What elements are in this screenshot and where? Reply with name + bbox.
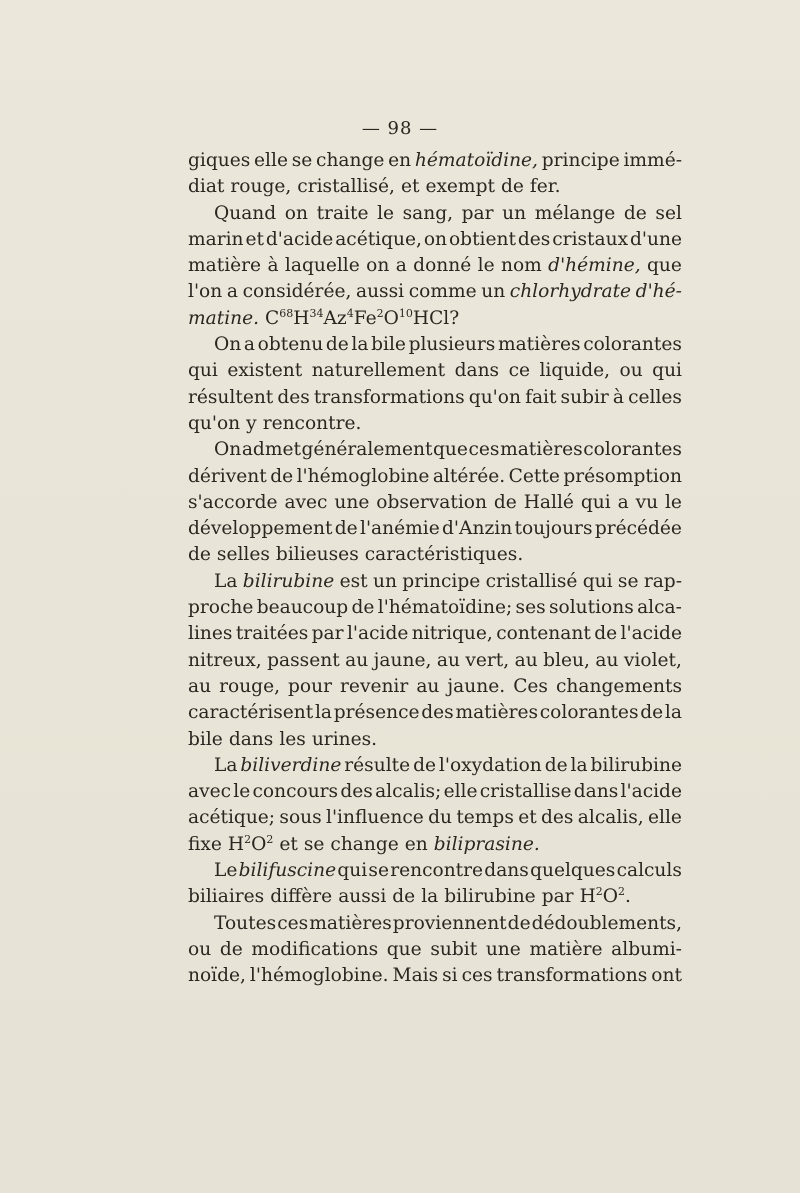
text-line [188,332,682,358]
text-line [188,621,682,647]
word: d'une [630,228,682,250]
word: de [640,702,664,724]
word: qui [337,860,368,882]
word: considérée, [242,281,352,303]
text-line [188,911,682,937]
word: rencontre [390,860,484,882]
word: pour [288,675,332,697]
word: par [461,202,494,224]
word: et [245,228,264,250]
word: passent [267,649,340,671]
text-line [188,595,682,621]
word: a [617,491,629,513]
text-line [188,279,682,305]
word: matière [529,938,603,960]
word: colorantes [583,439,682,461]
word: lines [188,623,233,645]
word: alcalis; [375,781,442,803]
word: exempt [425,176,495,198]
word: albumi- [611,938,682,960]
word: résultent [188,386,274,408]
word: toujours [514,518,593,540]
word: elle [254,150,288,171]
word: matière [188,255,262,277]
word: colorantes [583,334,682,356]
word: qui [580,491,611,513]
word: dérivent [188,465,267,487]
word: donné [413,255,472,277]
word: au [416,675,440,697]
word: de [623,202,647,224]
word: colorantes [539,702,639,724]
word: se [291,150,313,171]
text-line [188,674,682,700]
word: développement [188,518,333,540]
word: de [392,886,416,908]
word: de [413,754,436,776]
word: de [507,912,531,934]
word: d'acide [265,228,334,250]
word: se [368,860,389,882]
word: proche [188,597,254,619]
word: quelques [530,860,616,882]
word: au [514,649,538,671]
word: Le [214,860,238,882]
word: bilirubine [444,886,536,908]
word: dans [573,781,619,803]
word: proviennent [392,912,507,934]
word: une [485,938,521,960]
word: sous [279,807,322,829]
text-line [188,700,682,726]
word: que [433,439,468,461]
word: a [243,334,255,356]
word: admet [241,439,301,461]
word: chlorhydrate [509,281,632,303]
word: dédoublements, [531,912,682,934]
word: au [345,649,369,671]
word: l'hémoglobine [296,465,430,487]
word: des [541,807,574,829]
text-line [188,963,682,989]
word: cristallisé, [297,176,395,198]
word: a [226,281,238,303]
word: transformations [313,386,465,408]
text-line [188,937,682,963]
word: rouge, [230,176,292,198]
word: dans [228,728,274,750]
word: principe [541,150,620,171]
word: cristallise [479,781,572,803]
word: contenant [496,623,591,645]
word: de [219,938,243,960]
word: observation [376,491,487,513]
word: s'accorde [188,491,278,513]
word: modifications [251,938,379,960]
word: le [377,202,395,224]
word: noïde, [188,965,246,987]
word: liquide, [539,360,611,382]
word: $H^2O^2$ [227,832,274,855]
word: calculs [616,860,682,882]
word: est [339,570,368,592]
text-line [188,201,682,227]
word: de [500,176,524,198]
word: diat [188,176,225,198]
word: bleu, [543,649,590,671]
word: le [664,491,682,513]
word: laquelle [284,255,360,277]
text-line [188,174,682,200]
word: acétique; [188,807,276,829]
word: résulte [344,754,411,776]
word: matières [309,912,392,934]
word: sang, [402,202,454,224]
word: nitreux, [188,649,262,671]
word: jaune, [373,649,432,671]
word: dans [484,860,529,882]
text-line [188,148,682,174]
word: change [316,150,385,171]
text-line [188,884,682,910]
word: un [372,570,397,592]
word: avec [188,781,232,803]
word: a [395,255,407,277]
word: d'Anzin [442,518,513,540]
word: que [386,938,422,960]
word: caractéristiques. [364,544,524,566]
word: alcalis, [577,807,644,829]
text-line [188,306,682,332]
word: violet, [623,649,682,671]
word: subit [430,938,478,960]
text-line [188,648,682,674]
word: bilieuses [275,544,359,566]
word: en [388,150,412,171]
word: jaune. [447,675,506,697]
word: si [442,965,458,987]
word: altérée. [432,465,506,487]
word: vu [635,491,659,513]
word: marin [188,228,244,250]
word: On [214,334,242,356]
word: transformations [496,965,648,987]
word: et [518,807,537,829]
word: matières [497,334,581,356]
word: giques [188,150,251,171]
word: la [314,702,332,724]
word: au [188,675,212,697]
word: présence [333,702,420,724]
word: cristallisé [485,570,578,592]
word: mélange [534,202,616,224]
word: Hallé [523,491,574,513]
word: l'hémoglobine. [249,965,389,987]
word: d'hémine, [548,255,641,277]
word: Ces [513,675,548,697]
word: de [544,754,568,776]
word: des [277,386,310,408]
word: ces [468,439,500,461]
word: alca- [637,597,682,619]
word: revenir [340,675,409,697]
word: existent [227,360,303,382]
word: ou [619,360,643,382]
word: concours [252,781,339,803]
word: le [233,781,251,803]
text-line [188,569,682,595]
word: qu'on [188,412,241,434]
word: de [270,465,294,487]
word: que [647,255,682,277]
word: aussi [356,281,405,303]
text-line [188,411,682,437]
word: on [423,228,448,250]
word: aussi [338,886,387,908]
word: au [436,649,460,671]
text-line [188,516,682,542]
word: qui [188,360,218,382]
word: l'hématoïdine; [377,597,513,619]
word: en [404,833,428,855]
word: Quand [214,202,277,224]
word: l'acide [346,623,409,645]
word: bile [188,728,223,750]
word: traitées [235,623,309,645]
word: Toutes [214,912,277,934]
word: on [284,202,308,224]
word: ou [188,938,212,960]
word: elle [443,781,478,803]
word: un [481,281,506,303]
text-line [188,358,682,384]
word: hématoïdine, [414,150,538,171]
word: on [366,255,390,277]
text-line [188,253,682,279]
word: rencontre. [262,412,362,434]
text-line [188,727,682,753]
word: ces [277,912,309,934]
word: bilirubine [590,754,682,776]
word: La [214,570,238,592]
text-line [188,385,682,411]
word: principe [402,570,481,592]
word: le [477,255,495,277]
text-line [188,858,682,884]
word: de [325,334,349,356]
word: l'on [188,281,223,303]
word: l'acide [620,623,682,645]
word: biliverdine [240,754,342,776]
word: matières [455,702,539,724]
word: Cette [508,465,560,487]
word: des [340,781,373,803]
word: La [214,754,238,776]
word: avec [284,491,328,513]
word: traite [316,202,369,224]
word: y [246,412,257,434]
word: nitrique, [411,623,493,645]
word: biliprasine. [433,833,540,855]
word: fixe [188,833,222,855]
word: rouge, [219,675,280,697]
word: immé- [623,150,682,171]
word: bile [371,334,406,356]
text-line [188,464,682,490]
word: On [214,439,242,461]
word: solutions [548,597,634,619]
word: comme [408,281,477,303]
word: de [594,623,618,645]
word: celles [628,386,682,408]
word: à [267,255,279,277]
word: au [595,649,619,671]
word: la [664,702,682,724]
word: elle [648,807,682,829]
word: obtient [448,228,516,250]
word: présomption [563,465,682,487]
word: une [334,491,370,513]
word: acétique, [335,228,422,250]
word: d'hé- [635,281,682,303]
word: vert, [465,649,510,671]
word: la [351,334,369,356]
word: subir [560,386,609,408]
word: cristaux [552,228,629,250]
word: obtenu [257,334,324,356]
word: diffère [270,886,333,908]
text-line [188,542,682,568]
word: matine. [188,307,260,329]
word: sel [655,202,682,224]
word: caractérisent [188,702,314,724]
word: de [188,544,211,566]
word: et [279,833,298,855]
text-line [188,832,682,858]
word: du [428,807,452,829]
word: de [351,597,375,619]
word: un [502,202,527,224]
page-number: — 98 — [361,118,439,139]
word: l'anémie [360,518,440,540]
word: selles [216,544,270,566]
word: l'influence [326,807,424,829]
word: des [421,702,454,724]
word: $H^2O^2$. [579,885,631,908]
word: plusieurs [408,334,496,356]
text-line [188,490,682,516]
word: la [570,754,588,776]
word: urines. [311,728,378,750]
word: l'oxydation [438,754,542,776]
word: qui [582,570,613,592]
word: dans [454,360,500,382]
word: les [279,728,306,750]
word: beaucoup [256,597,349,619]
word: change [330,833,399,855]
word: se [617,570,639,592]
word: de [334,518,358,540]
word: bilirubine [242,570,335,592]
text-line [188,227,682,253]
word: fer. [529,176,561,198]
body-text [188,148,682,990]
text-line [188,437,682,463]
word: la [421,886,439,908]
word: l'acide [620,781,682,803]
word: rap- [643,570,682,592]
word: ses [515,597,546,619]
word: qui [652,360,682,382]
word: précédée [594,518,682,540]
word: à [612,386,624,408]
text-line [188,753,682,779]
word: matières [500,439,583,461]
word: fait [525,386,557,408]
text-line [188,779,682,805]
word: ce [508,360,530,382]
word: bilifuscine [238,860,337,882]
word: et [400,176,420,198]
word: qu'on [468,386,521,408]
word: se [303,833,325,855]
word: nom [500,255,542,277]
word: temps [456,807,514,829]
word: biliaires [188,886,265,908]
word: ces [461,965,493,987]
word: $C^{68}H^{34}Az^4Fe^2O^{10}HCl$? [265,306,460,329]
word: naturellement [311,360,446,382]
word: par [541,886,574,908]
word: par [311,623,344,645]
text-line [188,805,682,831]
word: généralement [301,439,433,461]
word: ont [651,965,682,987]
word: de [493,491,517,513]
word: Mais [392,965,439,987]
word: des [517,228,551,250]
word: changements [556,675,682,697]
